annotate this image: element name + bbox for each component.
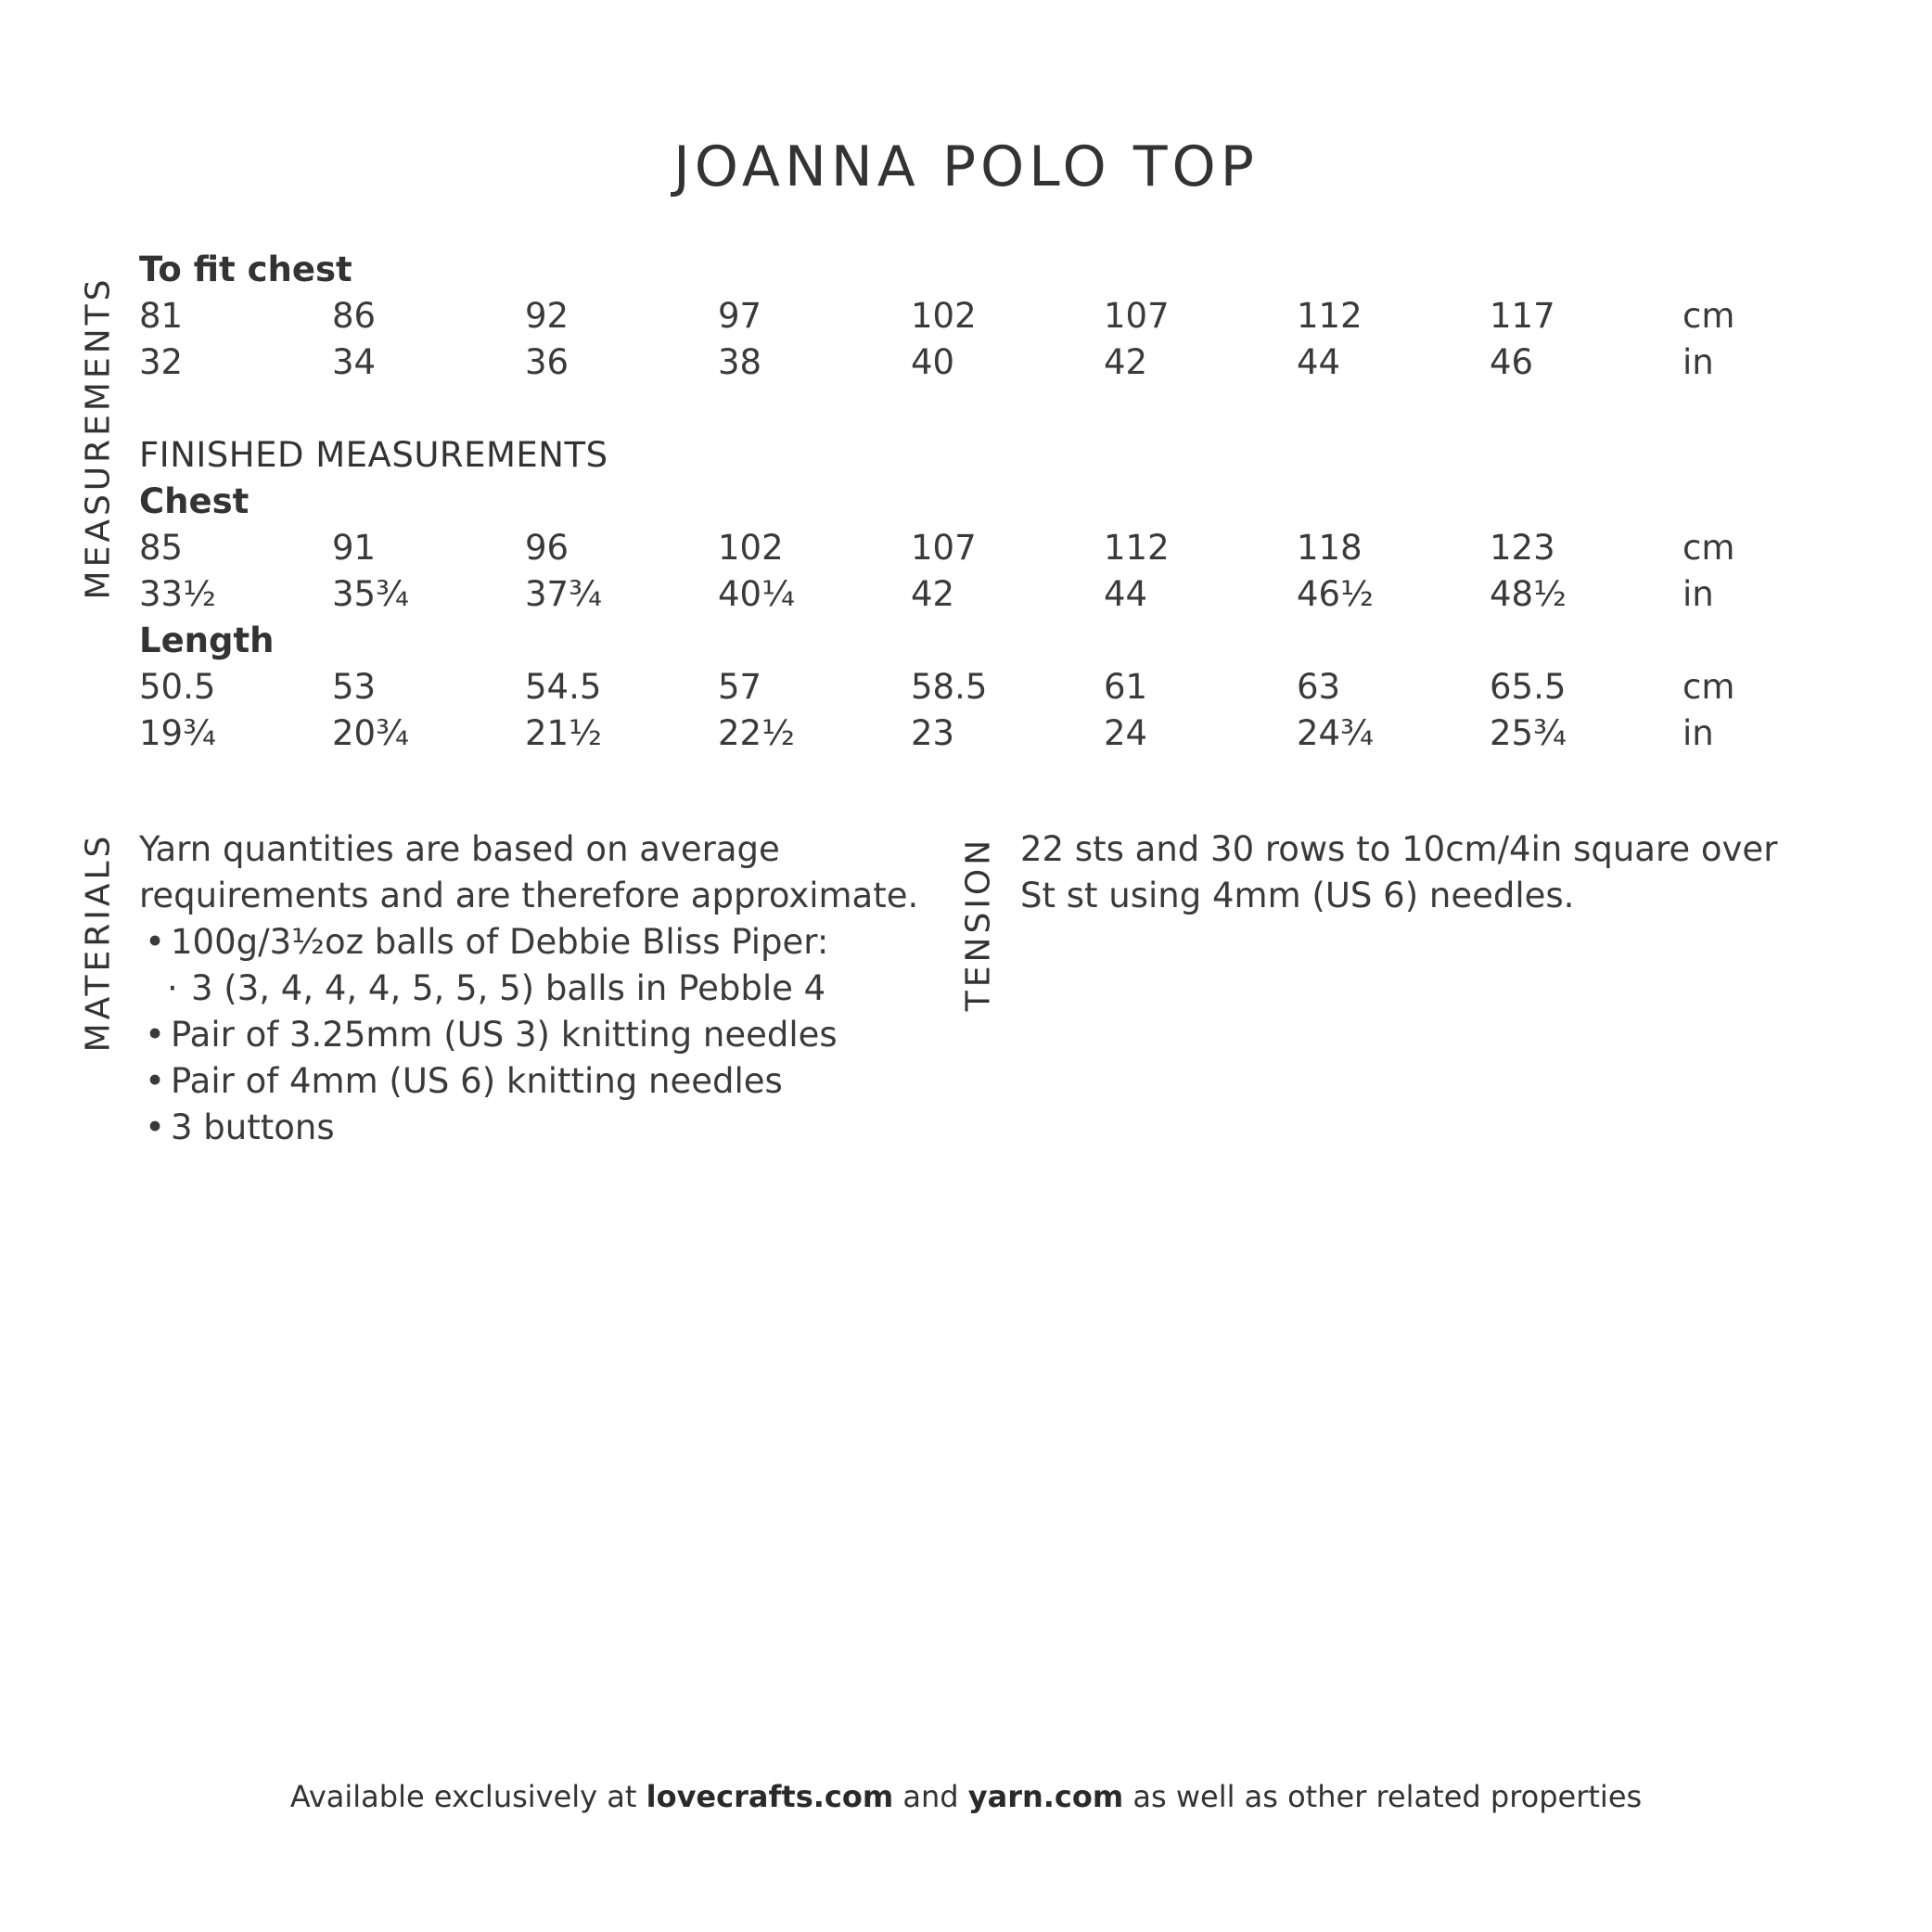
finished-measurements-heading: FINISHED MEASUREMENTS	[139, 435, 608, 475]
materials-side-label: MATERIALS	[79, 832, 118, 1053]
page-title: JOANNA POLO TOP	[673, 134, 1259, 199]
table-cell: 107	[911, 528, 977, 568]
table-cell: 61	[1104, 667, 1148, 707]
table-cell: 102	[718, 528, 784, 568]
table-cell: 22½	[718, 713, 795, 753]
list-item: · 3 (3, 4, 4, 4, 5, 5, 5) balls in Pebble 4	[139, 966, 955, 1012]
unit-cell: in	[1683, 574, 1714, 614]
length-in-row	[139, 710, 1874, 757]
footer-availability: Available exclusively at lovecrafts.com and yarn.com as well as other related properties	[289, 1779, 1643, 1814]
length-heading: Length	[139, 621, 275, 660]
table-cell: 32	[139, 342, 184, 382]
to-fit-cm-row	[139, 293, 1874, 339]
table-cell: 25¾	[1490, 713, 1567, 753]
table-cell: 38	[718, 342, 762, 382]
table-cell: 44	[1297, 342, 1341, 382]
chest-cm-row	[139, 525, 1874, 571]
unit-cell: cm	[1683, 667, 1735, 707]
unit-cell: in	[1683, 713, 1714, 753]
table-cell: 42	[1104, 342, 1148, 382]
length-cm-row	[139, 664, 1874, 710]
table-cell: 92	[525, 296, 569, 336]
table-cell: 20¾	[332, 713, 409, 753]
table-cell: 34	[332, 342, 377, 382]
table-cell: 37¾	[525, 574, 602, 614]
materials-intro-line-2: requirements and are therefore approximate.	[139, 876, 919, 915]
table-cell: 54.5	[525, 667, 602, 707]
table-cell: 36	[525, 342, 569, 382]
table-cell: 57	[718, 667, 762, 707]
unit-cell: in	[1683, 342, 1714, 382]
bullet-icon: •	[145, 1061, 165, 1101]
table-cell: 123	[1490, 528, 1555, 568]
unit-cell: cm	[1683, 528, 1735, 568]
table-cell: 112	[1297, 296, 1363, 336]
table-cell: 48½	[1490, 574, 1567, 614]
table-cell: 112	[1104, 528, 1170, 568]
sub-bullet-icon: ·	[167, 968, 178, 1008]
table-cell: 58.5	[911, 667, 988, 707]
table-cell: 24	[1104, 713, 1148, 753]
table-cell: 24¾	[1297, 713, 1374, 753]
tension-line-1: 22 sts and 30 rows to 10cm/4in square over	[1020, 829, 1778, 869]
bullet-icon: •	[145, 1015, 165, 1055]
table-cell: 53	[332, 667, 377, 707]
to-fit-chest-heading: To fit chest	[139, 249, 352, 289]
measurements-section	[139, 247, 1874, 757]
table-cell: 86	[332, 296, 377, 336]
table-cell: 63	[1297, 667, 1341, 707]
tension-section	[1020, 826, 1874, 919]
tension-side-label: TENSION	[959, 836, 998, 1012]
table-cell: 107	[1104, 296, 1170, 336]
table-cell: 65.5	[1490, 667, 1567, 707]
materials-section	[139, 826, 955, 1151]
footer-site-yarn: yarn.com	[967, 1779, 1124, 1814]
table-cell: 102	[911, 296, 977, 336]
table-cell: 46	[1490, 342, 1534, 382]
to-fit-in-row	[139, 339, 1874, 386]
list-item: • Pair of 3.25mm (US 3) knitting needles	[139, 1012, 955, 1058]
table-cell: 40¼	[718, 574, 795, 614]
table-cell: 44	[1104, 574, 1148, 614]
table-cell: 91	[332, 528, 377, 568]
materials-intro-line-1: Yarn quantities are based on average	[139, 829, 780, 869]
table-cell: 40	[911, 342, 955, 382]
bullet-icon: •	[145, 1107, 165, 1147]
table-cell: 19¾	[139, 713, 216, 753]
table-cell: 33½	[139, 574, 216, 614]
table-cell: 117	[1490, 296, 1555, 336]
chest-heading: Chest	[139, 481, 249, 521]
table-cell: 23	[911, 713, 955, 753]
bullet-icon: •	[145, 922, 165, 962]
list-item: • Pair of 4mm (US 6) knitting needles	[139, 1058, 955, 1105]
table-cell: 35¾	[332, 574, 409, 614]
table-cell: 118	[1297, 528, 1363, 568]
unit-cell: cm	[1683, 296, 1735, 336]
list-item: • 100g/3½oz balls of Debbie Bliss Piper:	[139, 919, 955, 966]
table-cell: 97	[718, 296, 762, 336]
table-cell: 46½	[1297, 574, 1374, 614]
tension-line-2: St st using 4mm (US 6) needles.	[1020, 876, 1575, 915]
table-cell: 21½	[525, 713, 602, 753]
list-item: • 3 buttons	[139, 1105, 955, 1151]
table-cell: 50.5	[139, 667, 216, 707]
table-cell: 81	[139, 296, 184, 336]
table-cell: 96	[525, 528, 569, 568]
table-cell: 85	[139, 528, 184, 568]
materials-list	[139, 919, 955, 1151]
table-cell: 42	[911, 574, 955, 614]
chest-in-row	[139, 571, 1874, 618]
measurements-side-label: MEASUREMENTS	[79, 275, 118, 600]
footer-site-lovecrafts: lovecrafts.com	[646, 1779, 894, 1814]
